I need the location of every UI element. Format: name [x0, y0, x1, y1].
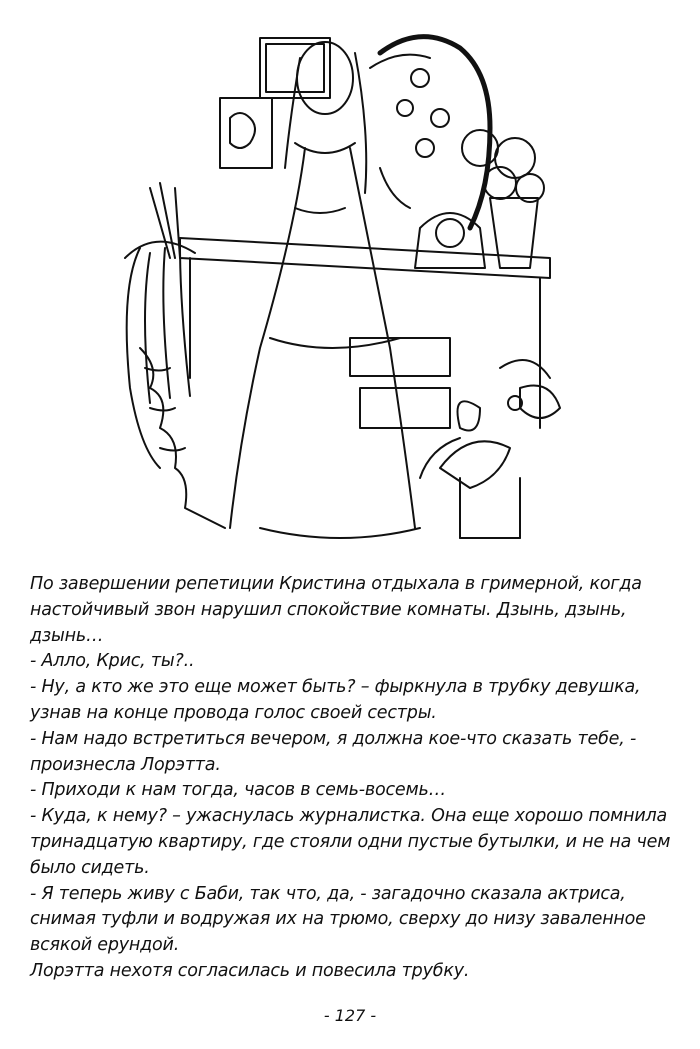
- text-line: Лорэтта нехотя согласилась и повесила трубку.: [30, 960, 470, 981]
- text-line: - Ну, а кто же это еще может быть? – фыркнула в трубку девушка,: [30, 677, 641, 698]
- text-line: настойчивый звон нарушил спокойствие комнаты. Дзынь, дзынь,: [30, 599, 627, 620]
- text-line: - Нам надо встретиться вечером, я должна кое-что сказать тебе, -: [30, 728, 637, 749]
- text-line: - Я теперь живу с Баби, так что, да, - загадочно сказала актриса,: [30, 883, 626, 904]
- text-line: всякой ерундой.: [30, 935, 180, 956]
- dressing-room-illustration: [120, 8, 580, 553]
- text-line: - Приходи к нам тогда, часов в семь-восемь…: [30, 780, 446, 801]
- text-line: тринадцатую квартиру, где стояли одни пустые бутылки, и не на чем: [30, 831, 671, 852]
- text-line: По завершении репетиции Кристина отдыхала в гримерной, когда: [30, 574, 642, 594]
- text-line: снимая туфли и водружая их на трюмо, сверху до низу заваленное: [30, 909, 646, 930]
- text-line: было сидеть.: [30, 857, 150, 878]
- text-line: - Алло, Крис, ты?..: [30, 651, 195, 672]
- text-line: произнесла Лорэтта.: [30, 754, 221, 775]
- text-line: дзынь…: [30, 625, 104, 646]
- text-line: узнав на конце провода голос своей сестры.: [30, 702, 437, 723]
- text-line: - Куда, к нему? – ужаснулась журналистка. Она еще хорошо помнила: [30, 806, 668, 827]
- page-number: - 127 -: [323, 1006, 377, 1025]
- story-text: [30, 572, 680, 985]
